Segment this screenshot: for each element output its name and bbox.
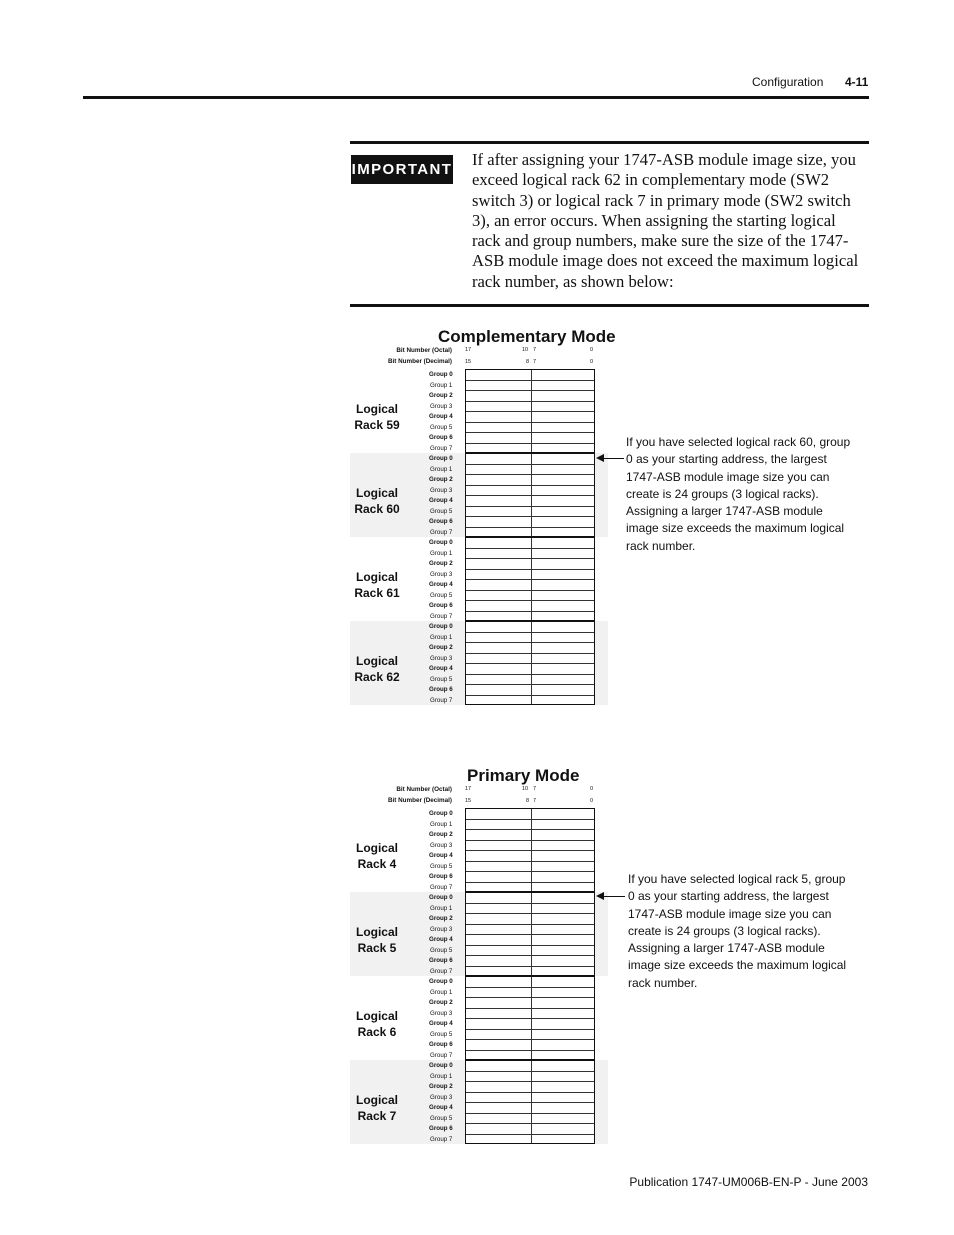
diagram-title: Complementary Mode <box>438 327 616 346</box>
group-label: Group 1 <box>430 381 453 389</box>
group-label: Group 4 <box>429 852 453 859</box>
rack-label: Logical Rack 62 <box>354 654 400 684</box>
bit-octal-7: 7 <box>533 347 537 353</box>
group-label: Group 2 <box>429 392 453 399</box>
grid-row-line <box>466 955 594 956</box>
grid-byte-divider <box>531 1061 532 1143</box>
group-label: Group 0 <box>429 539 453 546</box>
group-label: Group 2 <box>429 831 453 838</box>
group-label: Group 3 <box>430 1093 453 1101</box>
logical-rack <box>350 808 608 892</box>
group-label: Group 2 <box>429 1083 453 1090</box>
group-label: Group 7 <box>430 1051 453 1059</box>
logical-rack <box>350 369 608 453</box>
complementary-arrow-head <box>596 454 604 462</box>
group-label: Group 1 <box>430 549 453 557</box>
rack-label: Logical Rack 6 <box>355 1009 398 1039</box>
grid-row-line <box>466 527 594 528</box>
rack-label: Logical Rack 5 <box>355 925 398 955</box>
primary-mode-diagram <box>350 764 610 1149</box>
grid-row-line <box>466 674 594 675</box>
grid-row-line <box>466 966 594 967</box>
grid-row-line <box>466 485 594 486</box>
grid-byte-divider <box>531 538 532 620</box>
grid-row-line <box>466 819 594 820</box>
grid-byte-divider <box>531 893 532 975</box>
group-label: Group 1 <box>430 988 453 996</box>
group-label: Group 7 <box>430 696 453 704</box>
group-label: Group 6 <box>429 1041 453 1048</box>
grid-row-line <box>466 1102 594 1103</box>
group-label: Group 6 <box>429 686 453 693</box>
rack-label: Logical Rack 7 <box>355 1093 398 1123</box>
grid-row-line <box>466 882 594 883</box>
group-label: Group 4 <box>429 936 453 943</box>
grid-row-line <box>466 684 594 685</box>
group-label: Group 4 <box>429 1104 453 1111</box>
logical-rack <box>350 892 608 976</box>
grid-byte-divider <box>531 977 532 1059</box>
grid-row-line <box>466 1113 594 1114</box>
group-bit-grid <box>465 976 595 1060</box>
important-rule-top <box>350 141 869 144</box>
group-label: Group 7 <box>430 967 453 975</box>
group-label: Group 6 <box>429 957 453 964</box>
important-rule-bottom <box>350 304 869 307</box>
grid-row-line <box>466 506 594 507</box>
bit-decimal-7: 7 <box>533 359 537 365</box>
rack-label: Logical Rack 61 <box>354 570 400 600</box>
bit-octal-17: 17 <box>465 786 472 792</box>
header-section: Configuration <box>752 75 824 89</box>
group-bit-grid <box>465 453 595 537</box>
group-label: Group 2 <box>429 915 453 922</box>
grid-row-line <box>466 548 594 549</box>
group-label: Group 1 <box>430 1072 453 1080</box>
grid-row-line <box>466 401 594 402</box>
grid-row-line <box>466 829 594 830</box>
complementary-callout: If you have selected logical rack 60, group 0 as your starting address, the largest 1747-ASB module image size you can create is 24 groups (3 logical racks). Assigning a larger 1747-ASB module image size exceeds the maximum logical rack number. <box>626 435 851 553</box>
group-label: Group 3 <box>430 402 453 410</box>
logical-rack <box>350 976 608 1060</box>
group-label: Group 0 <box>429 810 453 817</box>
grid-row-line <box>466 945 594 946</box>
group-label: Group 7 <box>430 1135 453 1143</box>
group-label: Group 0 <box>429 894 453 901</box>
group-label: Group 5 <box>430 862 453 870</box>
rack-label: Logical Rack 4 <box>355 841 398 871</box>
group-label: Group 7 <box>430 612 453 620</box>
important-text: If after assigning your 1747-ASB module image size, you exceed logical rack 62 in complementary mode (SW2 switch 3) or logical rack 7 in primary mode (SW2 switch 3), an error occurs. When assigning the starting logical rack and group numbers, make sure the size of the 1747-ASB module image does not exceed the maximum logical rack number, as shown below: <box>472 150 859 291</box>
grid-row-line <box>466 987 594 988</box>
group-label: Group 6 <box>429 518 453 525</box>
group-label: Group 0 <box>429 978 453 985</box>
group-label: Group 2 <box>429 644 453 651</box>
grid-byte-divider <box>531 454 532 536</box>
group-label: Group 1 <box>430 633 453 641</box>
grid-row-line <box>466 997 594 998</box>
bit-label-decimal: Bit Number (Decimal) <box>387 797 452 804</box>
group-label: Group 7 <box>430 444 453 452</box>
grid-row-line <box>466 422 594 423</box>
group-label: Group 3 <box>430 654 453 662</box>
grid-row-line <box>466 390 594 391</box>
group-bit-grid <box>465 621 595 705</box>
group-label: Group 5 <box>430 1114 453 1122</box>
group-label: Group 5 <box>430 1030 453 1038</box>
logical-rack <box>350 537 608 621</box>
grid-row-line <box>466 590 594 591</box>
group-label: Group 1 <box>430 820 453 828</box>
grid-row-line <box>466 840 594 841</box>
group-bit-grid <box>465 369 595 453</box>
group-label: Group 0 <box>429 371 453 378</box>
grid-row-line <box>466 861 594 862</box>
grid-row-line <box>466 1008 594 1009</box>
grid-row-line <box>466 1092 594 1093</box>
group-label: Group 0 <box>429 455 453 462</box>
primary-callout: If you have selected logical rack 5, group 0 as your starting address, the largest 1747-ASB module image size you can create is 24 groups (3 logical racks). Assigning a larger 1747-ASB module image size exceeds the maximum logical rack number. <box>628 872 847 990</box>
grid-row-line <box>466 495 594 496</box>
grid-row-line <box>466 934 594 935</box>
bit-decimal-0: 0 <box>590 359 594 365</box>
group-label: Group 6 <box>429 873 453 880</box>
grid-row-line <box>466 579 594 580</box>
grid-row-line <box>466 642 594 643</box>
grid-row-line <box>466 653 594 654</box>
group-label: Group 2 <box>429 999 453 1006</box>
bit-octal-10: 10 <box>522 786 529 792</box>
bit-label-octal: Bit Number (Octal) <box>396 786 452 793</box>
group-label: Group 4 <box>429 413 453 420</box>
grid-row-line <box>466 380 594 381</box>
grid-row-line <box>466 558 594 559</box>
primary-arrow-head <box>596 892 604 900</box>
grid-row-line <box>466 924 594 925</box>
rack-label: Logical Rack 59 <box>354 402 400 432</box>
page-number: 4-11 <box>845 75 869 89</box>
bit-octal-17: 17 <box>465 347 472 353</box>
bit-octal-10: 10 <box>522 347 529 353</box>
group-label: Group 3 <box>430 841 453 849</box>
grid-row-line <box>466 1018 594 1019</box>
bit-label-decimal: Bit Number (Decimal) <box>387 358 452 365</box>
group-label: Group 4 <box>429 1020 453 1027</box>
grid-byte-divider <box>531 622 532 704</box>
group-label: Group 3 <box>430 570 453 578</box>
grid-row-line <box>466 1029 594 1030</box>
grid-row-line <box>466 411 594 412</box>
grid-row-line <box>466 600 594 601</box>
group-label: Group 4 <box>429 665 453 672</box>
grid-row-line <box>466 611 594 612</box>
grid-row-line <box>466 443 594 444</box>
bit-label-octal: Bit Number (Octal) <box>396 347 452 354</box>
grid-byte-divider <box>531 370 532 452</box>
complementary-mode-diagram <box>350 325 616 710</box>
group-label: Group 6 <box>429 1125 453 1132</box>
group-label: Group 7 <box>430 883 453 891</box>
group-label: Group 5 <box>430 591 453 599</box>
grid-row-line <box>466 569 594 570</box>
header-rule <box>83 96 869 99</box>
logical-rack <box>350 621 608 705</box>
group-label: Group 1 <box>430 465 453 473</box>
grid-row-line <box>466 516 594 517</box>
grid-row-line <box>466 871 594 872</box>
group-bit-grid <box>465 808 595 892</box>
rack-label: Logical Rack 60 <box>354 486 400 516</box>
grid-row-line <box>466 1071 594 1072</box>
grid-row-line <box>466 632 594 633</box>
group-label: Group 5 <box>430 675 453 683</box>
group-bit-grid <box>465 1060 595 1144</box>
grid-row-line <box>466 432 594 433</box>
bit-decimal-8: 8 <box>526 359 530 365</box>
bit-octal-7: 7 <box>533 786 537 792</box>
grid-row-line <box>466 913 594 914</box>
group-label: Group 3 <box>430 486 453 494</box>
group-label: Group 5 <box>430 946 453 954</box>
group-bit-grid <box>465 537 595 621</box>
diagram-title: Primary Mode <box>467 766 580 785</box>
grid-row-line <box>466 850 594 851</box>
group-label: Group 6 <box>429 602 453 609</box>
important-badge: IMPORTANT <box>351 155 453 184</box>
grid-row-line <box>466 1081 594 1082</box>
group-label: Group 4 <box>429 497 453 504</box>
grid-byte-divider <box>531 809 532 891</box>
grid-row-line <box>466 695 594 696</box>
group-label: Group 2 <box>429 476 453 483</box>
grid-row-line <box>466 1039 594 1040</box>
grid-row-line <box>466 474 594 475</box>
grid-row-line <box>466 1050 594 1051</box>
bit-octal-0: 0 <box>590 347 594 353</box>
bit-octal-0: 0 <box>590 786 594 792</box>
group-label: Group 6 <box>429 434 453 441</box>
logical-rack <box>350 1060 608 1144</box>
group-label: Group 0 <box>429 1062 453 1069</box>
bit-decimal-8: 8 <box>526 798 530 804</box>
publication-footer: Publication 1747-UM006B-EN-P - June 2003 <box>629 1175 868 1189</box>
group-label: Group 1 <box>430 904 453 912</box>
group-label: Group 4 <box>429 581 453 588</box>
grid-row-line <box>466 464 594 465</box>
group-label: Group 7 <box>430 528 453 536</box>
grid-row-line <box>466 1134 594 1135</box>
group-label: Group 3 <box>430 1009 453 1017</box>
bit-decimal-0: 0 <box>590 798 594 804</box>
grid-row-line <box>466 903 594 904</box>
group-label: Group 5 <box>430 507 453 515</box>
group-label: Group 0 <box>429 623 453 630</box>
grid-row-line <box>466 663 594 664</box>
group-bit-grid <box>465 892 595 976</box>
logical-rack <box>350 453 608 537</box>
grid-row-line <box>466 1123 594 1124</box>
group-label: Group 2 <box>429 560 453 567</box>
bit-decimal-7: 7 <box>533 798 537 804</box>
bit-decimal-15: 15 <box>465 359 472 365</box>
group-label: Group 3 <box>430 925 453 933</box>
group-label: Group 5 <box>430 423 453 431</box>
bit-decimal-15: 15 <box>465 798 472 804</box>
